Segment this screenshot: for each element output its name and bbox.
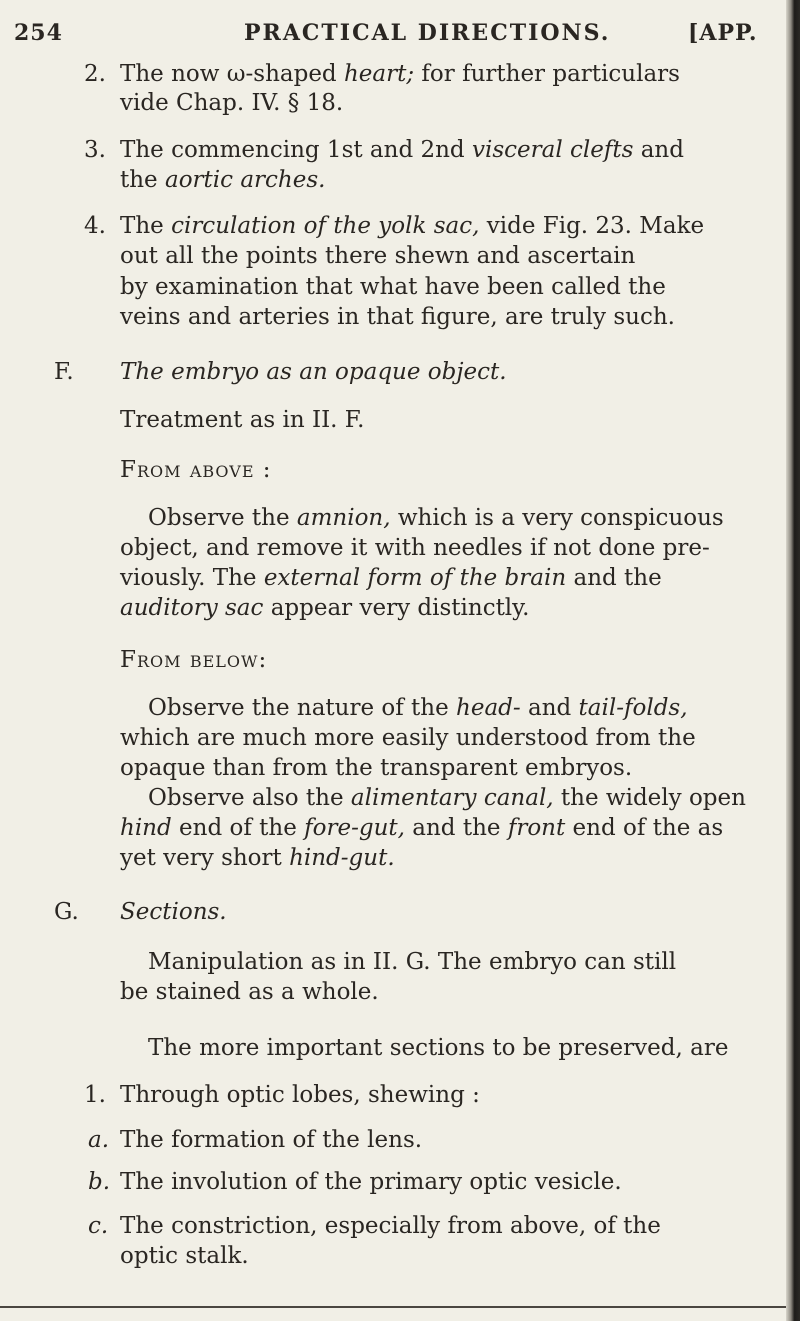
text-run: appear very distinctly. xyxy=(263,595,530,621)
text-run: and the xyxy=(566,565,662,591)
header-section: [APP. xyxy=(688,20,758,46)
text-run: and xyxy=(633,137,684,163)
text-run: The commencing 1st and 2nd xyxy=(120,137,472,163)
text-run: circulation of the yolk sac, xyxy=(171,213,480,239)
above-line-4 xyxy=(120,594,529,622)
section-g-letter: G. xyxy=(54,899,79,925)
text-run: visceral clefts xyxy=(471,137,634,163)
text-run: hind-gut. xyxy=(289,845,395,871)
from-above-heading: From above : xyxy=(120,457,272,483)
text-run: for further particulars xyxy=(414,61,680,87)
text-run: end of the xyxy=(171,815,305,841)
text-run: yet very short xyxy=(120,845,290,871)
above-line-1 xyxy=(148,504,724,532)
sections-item-1: Through optic lobes, shewing : xyxy=(120,1082,480,1108)
item-3-line-2 xyxy=(120,166,325,194)
page-number: 254 xyxy=(14,20,63,46)
header-title: PRACTICAL DIRECTIONS. xyxy=(244,20,611,46)
sub-item-c-line-1: The constriction, especially from above, of the xyxy=(120,1213,661,1239)
text-run: Observe also the xyxy=(148,785,351,811)
section-f-letter: F. xyxy=(54,359,74,385)
text-run: Observe the nature of the xyxy=(148,695,457,721)
text-run: vide Fig. 23. Make xyxy=(479,213,705,239)
text-run: viously. The xyxy=(120,565,264,591)
item-2-line-2: vide Chap. IV. § 18. xyxy=(120,90,344,116)
sub-item-c-letter: c. xyxy=(88,1213,109,1239)
text-run: hind xyxy=(120,815,172,841)
above-line-3 xyxy=(120,564,662,592)
text-run: auditory sac xyxy=(120,595,264,621)
above-line-2: object, and remove it with needles if not done pre- xyxy=(120,535,710,561)
text-run: tail-folds, xyxy=(578,695,688,721)
text-run: The xyxy=(120,213,172,239)
text-run: Observe the xyxy=(148,505,297,531)
text-run: head- xyxy=(456,695,521,721)
text-run: external form of the brain xyxy=(263,565,567,591)
text-run: the widely open xyxy=(553,785,746,811)
item-4-line-3: by examination that what have been called the xyxy=(120,274,666,300)
section-f-title: The embryo as an opaque object. xyxy=(120,359,507,385)
text-run: amnion, xyxy=(296,505,391,531)
page-binding-edge xyxy=(786,0,800,1321)
sub-item-c-line-2: optic stalk. xyxy=(120,1243,249,1269)
below-line-4 xyxy=(148,784,746,812)
bottom-rule xyxy=(0,1306,786,1308)
text-run: heart; xyxy=(343,61,415,87)
important-sections-line: The more important sections to be preserved, are xyxy=(148,1035,729,1061)
item-2-number: 2. xyxy=(84,61,106,87)
item-3-number: 3. xyxy=(84,137,106,163)
text-run: and xyxy=(520,695,579,721)
manipulation-line-1: Manipulation as in II. G. The embryo can still xyxy=(148,949,677,975)
item-4-number: 4. xyxy=(84,213,106,239)
text-run: alimentary canal, xyxy=(350,785,554,811)
text-run: and the xyxy=(404,815,508,841)
text-run: aortic arches. xyxy=(164,167,326,193)
below-line-2: which are much more easily understood from the xyxy=(120,725,696,751)
text-run: which is a very conspicuous xyxy=(390,505,724,531)
below-line-1 xyxy=(148,694,688,722)
item-4-line-2: out all the points there shewn and ascertain xyxy=(120,243,636,269)
sections-item-1-number: 1. xyxy=(84,1082,106,1108)
text-run: front xyxy=(507,815,566,841)
text-run: fore-gut, xyxy=(304,815,405,841)
text-run: ω-shaped xyxy=(226,61,344,87)
section-g-title: Sections. xyxy=(120,899,227,925)
sub-item-a: The formation of the lens. xyxy=(120,1127,423,1153)
item-4-line-1 xyxy=(120,212,704,240)
running-header xyxy=(0,20,786,54)
below-line-5 xyxy=(120,814,723,842)
text-run: end of the as xyxy=(565,815,724,841)
sub-item-a-letter: a. xyxy=(88,1127,110,1153)
sub-item-b: The involution of the primary optic vesicle. xyxy=(120,1169,622,1195)
from-below-heading: From below: xyxy=(120,647,268,673)
manipulation-line-2: be stained as a whole. xyxy=(120,979,379,1005)
item-4-line-4: veins and arteries in that figure, are truly such. xyxy=(120,304,675,330)
section-f-treatment: Treatment as in II. F. xyxy=(120,407,365,433)
below-line-3: opaque than from the transparent embryos. xyxy=(120,755,633,781)
item-3-line-1 xyxy=(120,136,684,164)
sub-item-b-letter: b. xyxy=(88,1169,111,1195)
below-line-6 xyxy=(120,844,395,872)
item-2-line-1 xyxy=(120,60,680,88)
text-run: The now xyxy=(120,61,227,87)
text-run: the xyxy=(120,167,165,193)
